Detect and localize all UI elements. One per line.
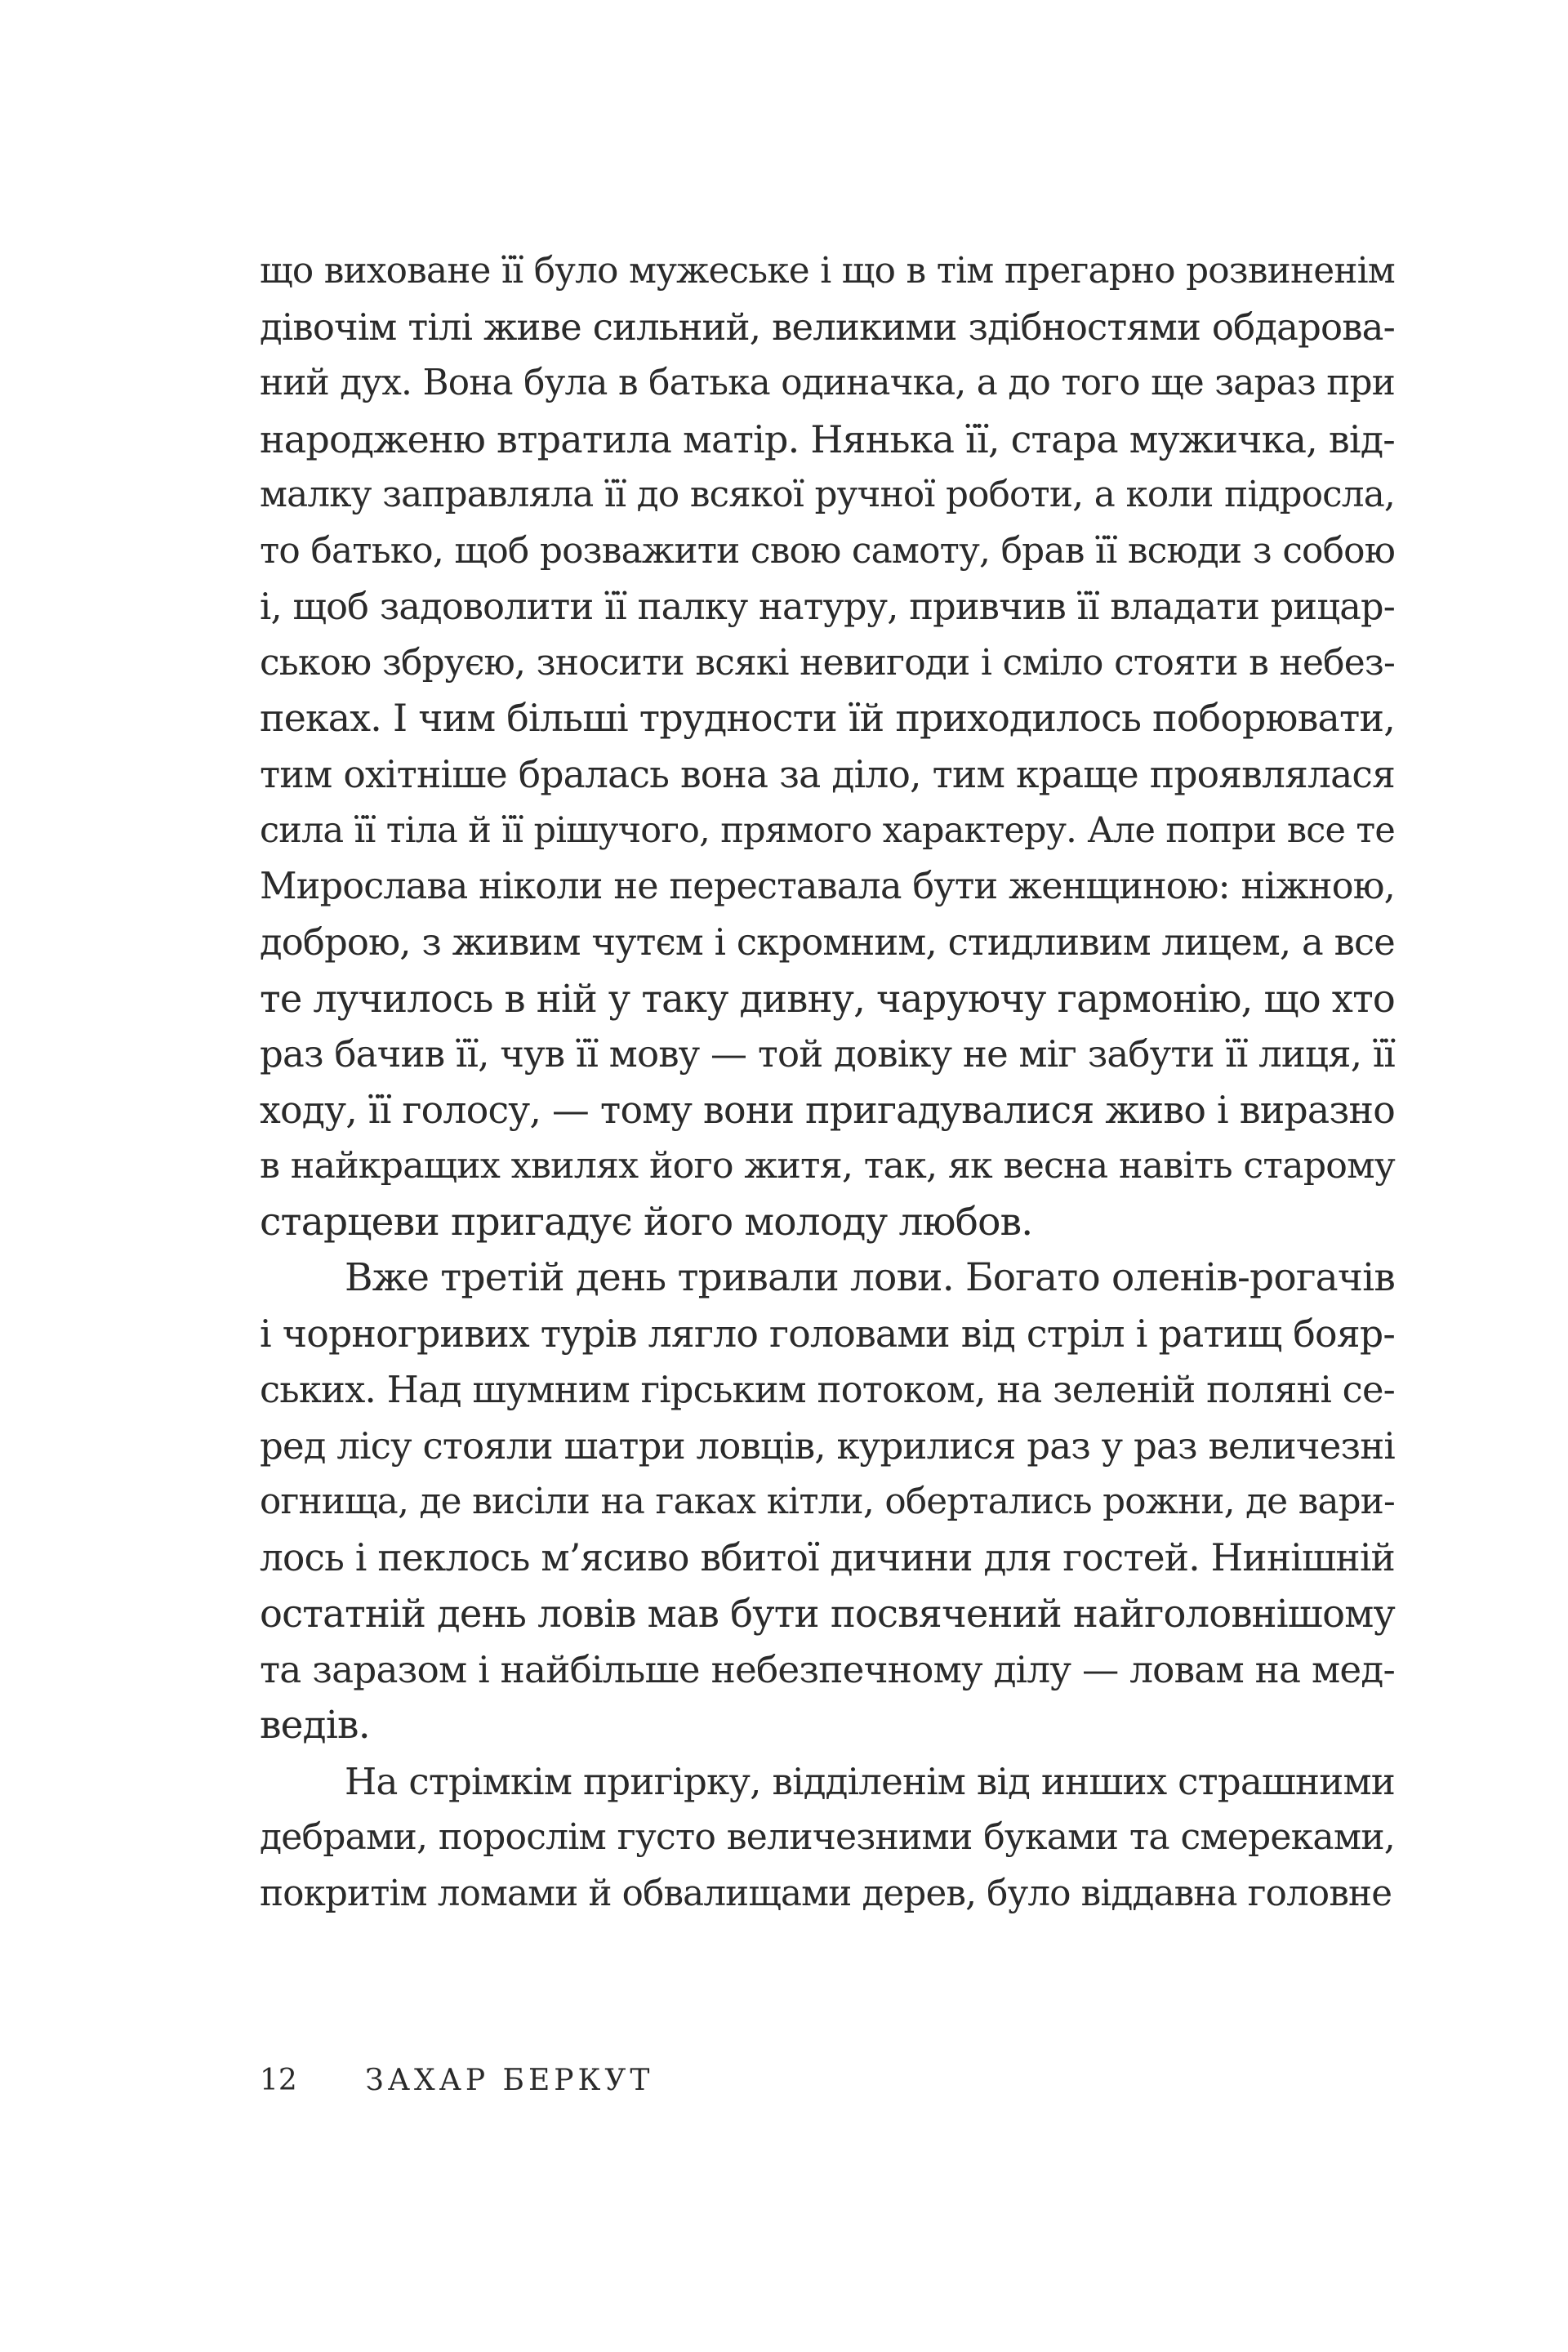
paragraph <box>260 1754 1395 1922</box>
text-line: те лучилось в ній у таку дивну, чаруючу гармонію, що хто <box>260 976 1395 1021</box>
text-line: огнища, де висіли на гаках кітли, обертались рожни, де вари- <box>260 1481 1395 1522</box>
text-line: і чорногривих турів лягло головами від стріл і ратищ бояр- <box>260 1312 1395 1356</box>
text-line: ред лісу стояли шатри ловців, курилися раз у раз величезні <box>260 1423 1395 1468</box>
text-line: дівочім тілі живе сильний, великими здібностями обдарова- <box>260 305 1395 349</box>
text-line: та заразом і найбільше небезпечному ділу — ловам на мед- <box>260 1647 1395 1691</box>
text-line: Вже третій день тривали лови. Богато оленів-рогачів <box>345 1255 1395 1300</box>
text-line: старцеви пригадує його молоду любов. <box>260 1199 1033 1245</box>
text-line: тим охітніше бралась вона за діло, тим краще проявлялася <box>260 752 1395 796</box>
text-line: ведів. <box>260 1703 370 1748</box>
text-line: народженю втратила матір. Нянька її, стара мужичка, від- <box>260 416 1395 461</box>
text-line: покритім ломами й обвалищами дерев, було віддавна головне <box>260 1873 1392 1914</box>
text-line: доброю, з живим чутєм і скромним, стидливим лицем, а все <box>260 920 1395 964</box>
text-line: Мирослава ніколи не переставала бути женщиною: ніжною, <box>260 865 1395 907</box>
text-line: то батько, щоб розважити свою самоту, брав її всюди з собою <box>260 529 1395 572</box>
page-number: 12 <box>260 2064 297 2097</box>
text-line: дебрами, порослім густо величезними буками та смереками, <box>260 1816 1395 1858</box>
text-line: остатній день ловів мав бути посвячений найголовнішому <box>260 1592 1395 1636</box>
text-line: раз бачив її, чув її мову — той довіку не міг забути її лиця, її <box>260 1032 1395 1076</box>
text-line: ською збруєю, зносити всякі невигоди і сміло стояти в небез- <box>260 641 1395 684</box>
text-line: в найкращих хвилях його житя, так, як весна навіть старому <box>260 1145 1395 1187</box>
page-footer <box>260 2064 653 2097</box>
paragraph <box>260 243 1395 1250</box>
running-title: ЗАХАР БЕРКУТ <box>365 2064 654 2097</box>
text-line: ських. Над шумним гірським потоком, на зеленій поляні се- <box>260 1368 1395 1411</box>
text-line: пеках. І чим більші трудности їй приходилось поборювати, <box>260 697 1395 740</box>
text-line: малку заправляла її до всякої ручної роботи, а коли підросла, <box>260 474 1395 515</box>
text-line: лось і пеклось м’ясиво вбитої дичини для гостей. Нинішній <box>260 1535 1395 1579</box>
text-line: ходу, її голосу, — тому вони пригадувалися живо і виразно <box>260 1088 1395 1132</box>
text-line: ний дух. Вона була в батька одиначка, а до того ще зараз при <box>260 362 1395 403</box>
text-line: На стрімкім пригірку, відділенім від инших страшними <box>345 1759 1395 1803</box>
body-text <box>260 243 1395 1922</box>
text-line: що виховане її було мужеське і що в тім прегарно розвиненім <box>260 250 1395 292</box>
text-line: сила її тіла й її рішучого, прямого характеру. Але попри все те <box>260 810 1395 851</box>
text-line: і, щоб задоволити її палку натуру, привчив її владати рицар- <box>260 586 1395 628</box>
paragraph <box>260 1250 1395 1754</box>
